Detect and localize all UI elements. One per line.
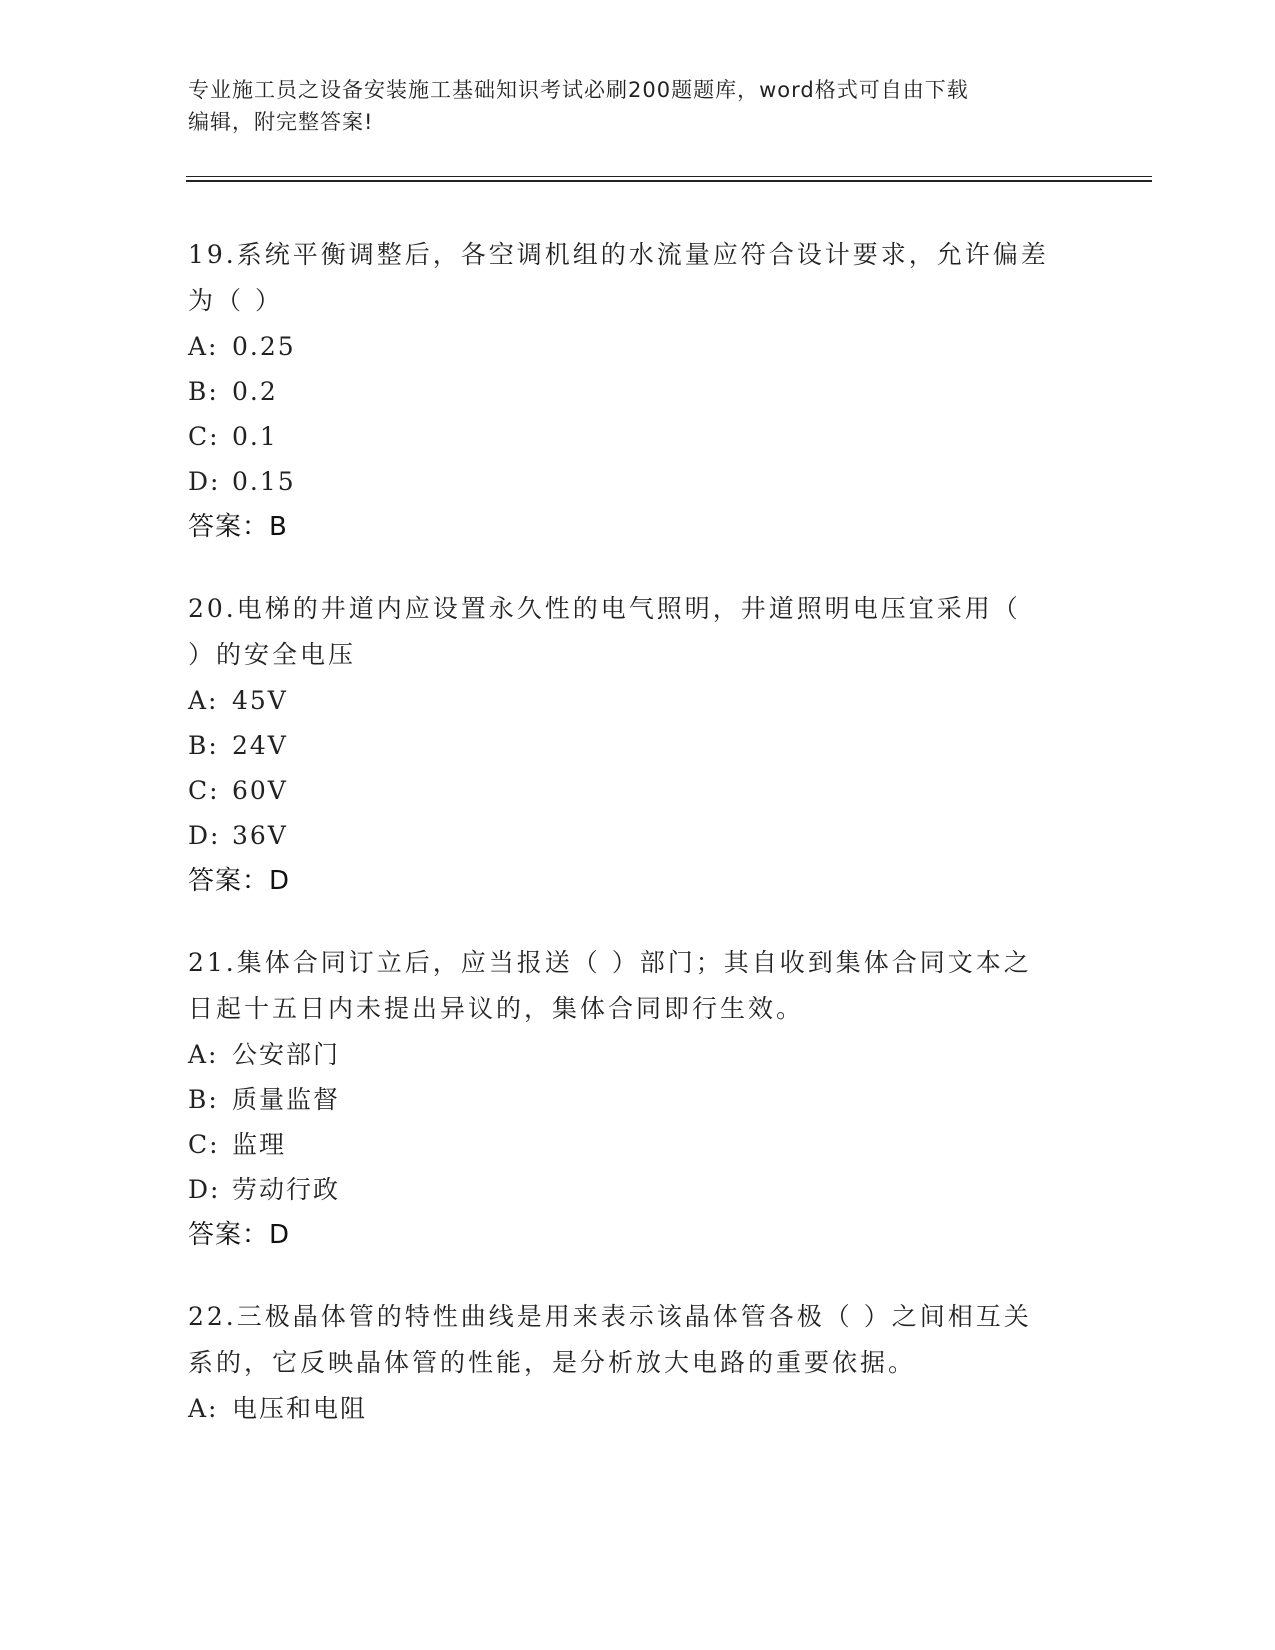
option-c — [188, 414, 1088, 459]
answer-label: 答案：D — [188, 866, 291, 896]
document-header — [188, 74, 1088, 138]
option-text: 质量监督 — [232, 1085, 341, 1114]
question-stem-line: 20.电梯的井道内应设置永久性的电气照明，井道照明电压宜采用（ — [188, 594, 1021, 623]
question-21 — [188, 940, 1088, 1258]
option-text: 劳动行政 — [232, 1175, 341, 1204]
option-text: 24V — [232, 731, 288, 760]
option-d — [188, 459, 1088, 504]
option-b — [188, 369, 1088, 414]
question-stem — [188, 940, 1088, 1032]
question-stem-line: 系的，它反映晶体管的性能，是分析放大电路的重要依据。 — [188, 1348, 917, 1377]
option-a — [188, 324, 1088, 369]
option-text: 公安部门 — [232, 1040, 341, 1069]
option-letter: A: — [188, 1040, 219, 1069]
option-letter: A: — [188, 332, 219, 361]
option-letter: C: — [188, 776, 220, 805]
option-letter: B: — [188, 1085, 219, 1114]
header-divider-thick — [186, 180, 1152, 182]
question-stem-line: 19.系统平衡调整后，各空调机组的水流量应符合设计要求，允许偏差 — [188, 240, 1049, 269]
option-text: 36V — [232, 821, 288, 850]
option-a — [188, 678, 1088, 723]
option-b — [188, 723, 1088, 768]
option-letter: D: — [188, 821, 221, 850]
answer-label: 答案：D — [188, 1220, 291, 1250]
option-d — [188, 813, 1088, 858]
question-stem-line: 为（ ） — [188, 286, 283, 315]
question-22 — [188, 1294, 1088, 1431]
answer-label: 答案：B — [188, 512, 288, 542]
question-stem-line: 21.集体合同订立后，应当报送（ ）部门；其自收到集体合同文本之 — [188, 948, 1032, 977]
question-stem — [188, 586, 1088, 678]
option-text: 0.1 — [232, 422, 278, 451]
option-c — [188, 1122, 1088, 1167]
option-text: 电压和电阻 — [232, 1394, 368, 1423]
question-stem — [188, 1294, 1088, 1386]
header-divider-thin — [186, 176, 1152, 177]
question-19 — [188, 232, 1088, 550]
option-letter: A: — [188, 1394, 219, 1423]
option-a — [188, 1386, 1088, 1431]
question-stem-line: 日起十五日内未提出异议的，集体合同即行生效。 — [188, 994, 805, 1023]
header-title-line-1: 专业施工员之设备安装施工基础知识考试必刷200题题库，word格式可自由下载 — [188, 78, 969, 102]
option-letter: C: — [188, 1130, 220, 1159]
option-letter: D: — [188, 467, 221, 496]
option-letter: D: — [188, 1175, 221, 1204]
question-stem — [188, 232, 1088, 324]
question-20 — [188, 586, 1088, 904]
option-letter: B: — [188, 731, 219, 760]
question-stem-line: ）的安全电压 — [188, 640, 357, 669]
option-letter: C: — [188, 422, 220, 451]
header-title-line-2: 编辑，附完整答案! — [188, 110, 374, 134]
option-text: 0.2 — [232, 377, 278, 406]
question-stem-line: 22.三极晶体管的特性曲线是用来表示该晶体管各极（ ）之间相互关 — [188, 1302, 1032, 1331]
option-text: 60V — [232, 776, 288, 805]
option-d — [188, 1167, 1088, 1212]
option-a — [188, 1032, 1088, 1077]
option-text: 0.25 — [232, 332, 296, 361]
option-text: 0.15 — [232, 467, 296, 496]
option-letter: B: — [188, 377, 219, 406]
option-c — [188, 768, 1088, 813]
option-text: 45V — [232, 686, 288, 715]
option-letter: A: — [188, 686, 219, 715]
option-text: 监理 — [232, 1130, 287, 1159]
option-b — [188, 1077, 1088, 1122]
question-list — [188, 232, 1088, 1467]
